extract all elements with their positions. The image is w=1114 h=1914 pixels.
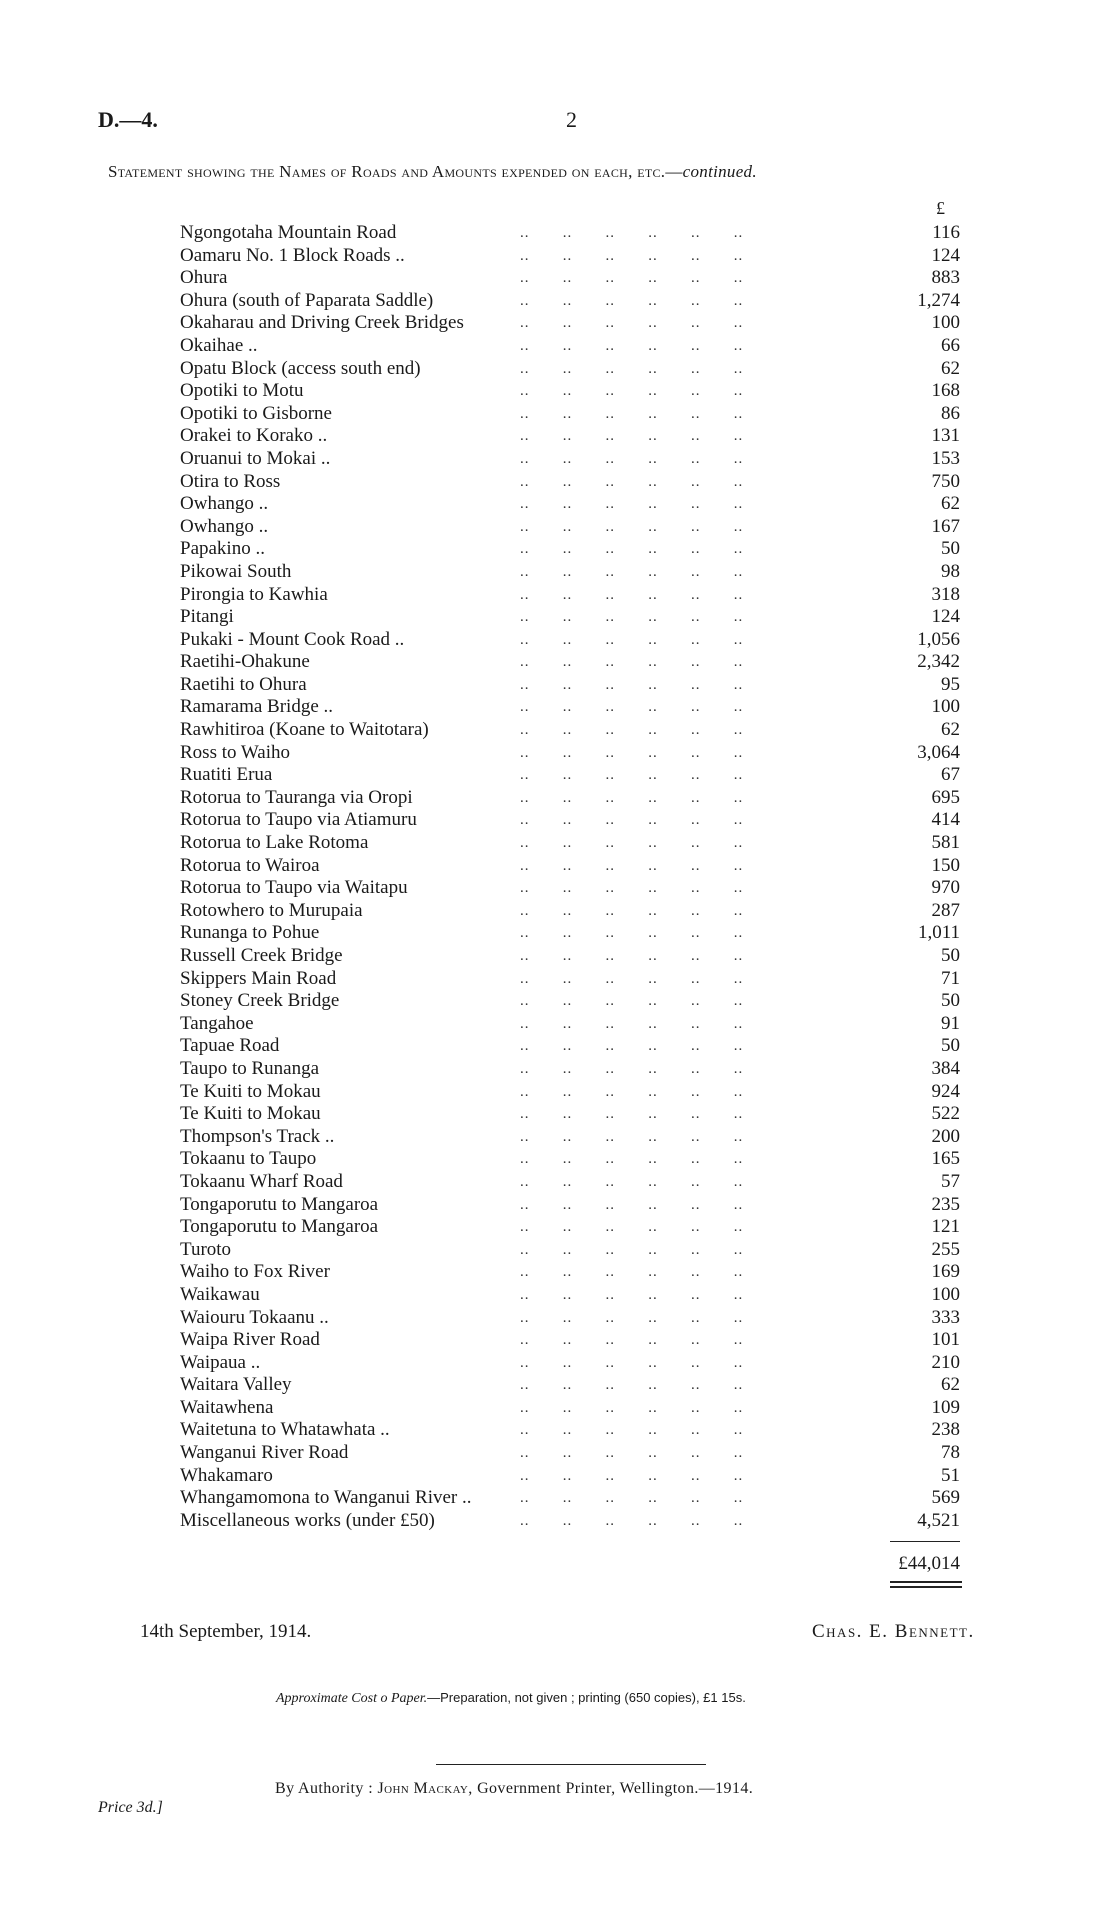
dot-leaders: .. .. .. .. .. .. — [520, 1264, 744, 1281]
road-amount: 167 — [931, 515, 960, 537]
dot-leaders: .. .. .. .. .. .. — [520, 405, 744, 422]
road-amount: 235 — [931, 1193, 960, 1215]
dot-leaders: .. .. .. .. .. .. — [520, 609, 744, 626]
dot-leaders: .. .. .. .. .. .. — [520, 1354, 744, 1371]
road-amount: 50 — [941, 1035, 960, 1057]
road-amount: 581 — [931, 832, 960, 854]
road-amount: 78 — [941, 1442, 960, 1464]
road-name: Pitangi — [180, 606, 234, 628]
table-row — [180, 403, 960, 426]
road-name: Waiho to Fox River — [180, 1261, 330, 1283]
table-row — [180, 1352, 960, 1375]
table-row — [180, 1487, 960, 1510]
road-name: Rotowhero to Murupaia — [180, 899, 363, 921]
imprint-rule — [436, 1764, 706, 1765]
road-amount: 695 — [931, 786, 960, 808]
road-amount: 66 — [941, 334, 960, 356]
dot-leaders: .. .. .. .. .. .. — [520, 993, 744, 1010]
dot-leaders: .. .. .. .. .. .. — [520, 1377, 744, 1394]
road-amount: 165 — [931, 1148, 960, 1170]
road-name: Te Kuiti to Mokau — [180, 1080, 321, 1102]
road-amount: 522 — [931, 1103, 960, 1125]
dot-leaders: .. .. .. .. .. .. — [520, 586, 744, 603]
road-amount: 100 — [931, 1283, 960, 1305]
table-row — [180, 606, 960, 629]
dot-leaders: .. .. .. .. .. .. — [520, 699, 744, 716]
dot-leaders: .. .. .. .. .. .. — [520, 496, 744, 513]
road-name: Tokaanu to Taupo — [180, 1148, 317, 1170]
road-amount: 384 — [931, 1057, 960, 1079]
table-row — [180, 584, 960, 607]
table-row — [180, 1329, 960, 1352]
road-amount: 883 — [931, 267, 960, 289]
dot-leaders: .. .. .. .. .. .. — [520, 835, 744, 852]
road-name: Turoto — [180, 1238, 232, 1260]
table-row — [180, 809, 960, 832]
road-amount: 67 — [941, 764, 960, 786]
road-amount: 51 — [941, 1464, 960, 1486]
road-amount: 62 — [941, 719, 960, 741]
road-name: Waitetuna to Whatawhata .. — [180, 1419, 390, 1441]
statement-heading — [108, 162, 757, 182]
dot-leaders: .. .. .. .. .. .. — [520, 880, 744, 897]
table-row — [180, 358, 960, 381]
dot-leaders: .. .. .. .. .. .. — [520, 1309, 744, 1326]
table-row — [180, 945, 960, 968]
table-row — [180, 1126, 960, 1149]
cost-label: Approximate Cost o Paper. — [276, 1691, 428, 1706]
road-amount: 57 — [941, 1170, 960, 1192]
road-name: Runanga to Pohue — [180, 922, 320, 944]
dot-leaders: .. .. .. .. .. .. — [520, 383, 744, 400]
road-name: Pirongia to Kawhia — [180, 583, 328, 605]
road-amount: 50 — [941, 538, 960, 560]
imprint-prefix: By Authority : — [275, 1780, 374, 1797]
road-amount: 1,274 — [917, 289, 960, 311]
dot-leaders: .. .. .. .. .. .. — [520, 1173, 744, 1190]
table-row — [180, 222, 960, 245]
dot-leaders: .. .. .. .. .. .. — [520, 654, 744, 671]
road-amount: 100 — [931, 696, 960, 718]
road-name: Owhango .. — [180, 515, 269, 537]
road-name: Ohura (south of Paparata Saddle) — [180, 289, 434, 311]
road-name: Waipaua .. — [180, 1351, 261, 1373]
signatory: Chas. E. Bennett. — [812, 1621, 975, 1642]
road-amount: 333 — [931, 1306, 960, 1328]
road-name: Waikawau — [180, 1283, 260, 1305]
road-name: Rotorua to Tauranga via Oropi — [180, 786, 413, 808]
road-name: Thompson's Track .. — [180, 1125, 335, 1147]
table-row — [180, 1081, 960, 1104]
road-name: Opotiki to Motu — [180, 380, 304, 402]
road-name: Raetihi to Ohura — [180, 673, 307, 695]
dot-leaders: .. .. .. .. .. .. — [520, 450, 744, 467]
road-amount: 169 — [931, 1261, 960, 1283]
table-row — [180, 561, 960, 584]
table-row — [180, 1510, 960, 1533]
road-amount: 1,011 — [917, 922, 960, 944]
currency-symbol: £ — [936, 198, 945, 218]
road-amount: 970 — [931, 877, 960, 899]
table-row — [180, 990, 960, 1013]
table-row — [180, 1442, 960, 1465]
page-number: 2 — [566, 107, 577, 132]
dot-leaders: .. .. .. .. .. .. — [520, 1241, 744, 1258]
table-row — [180, 1374, 960, 1397]
road-name: Waitara Valley — [180, 1374, 292, 1396]
dot-leaders: .. .. .. .. .. .. — [520, 1512, 744, 1529]
table-row — [180, 629, 960, 652]
table-row — [180, 1216, 960, 1239]
dot-leaders: .. .. .. .. .. .. — [520, 789, 744, 806]
road-name: Stoney Creek Bridge — [180, 990, 340, 1012]
dot-leaders: .. .. .. .. .. .. — [520, 337, 744, 354]
table-row — [180, 312, 960, 335]
road-name: Taupo to Runanga — [180, 1057, 320, 1079]
road-amount: 50 — [941, 945, 960, 966]
table-row — [180, 696, 960, 719]
table-row — [180, 1194, 960, 1217]
table-row — [180, 425, 960, 448]
road-name: Otira to Ross — [180, 470, 281, 492]
dot-leaders: .. .. .. .. .. .. — [520, 292, 744, 309]
road-amount: 101 — [931, 1329, 960, 1351]
road-amount: 2,342 — [917, 651, 960, 673]
road-name: Whangamomona to Wanganui River .. — [180, 1487, 472, 1509]
road-name: Orakei to Korako .. — [180, 425, 328, 447]
dot-leaders: .. .. .. .. .. .. — [520, 1060, 744, 1077]
table-row — [180, 764, 960, 787]
dot-leaders: .. .. .. .. .. .. — [520, 970, 744, 987]
road-amount: 124 — [931, 244, 960, 266]
road-amount: 109 — [931, 1396, 960, 1418]
road-name: Rotorua to Wairoa — [180, 854, 320, 876]
table-row — [180, 1239, 960, 1262]
road-name: Waiouru Tokaanu .. — [180, 1306, 329, 1328]
dot-leaders: .. .. .. .. .. .. — [520, 1106, 744, 1123]
dot-leaders: .. .. .. .. .. .. — [520, 1286, 744, 1303]
road-name: Whakamaro — [180, 1464, 273, 1486]
road-name: Pukaki - Mount Cook Road .. — [180, 628, 405, 650]
table-row — [180, 900, 960, 923]
road-amount: 98 — [941, 560, 960, 582]
road-amount: 116 — [932, 222, 960, 243]
dot-leaders: .. .. .. .. .. .. — [520, 518, 744, 535]
road-amount: 71 — [941, 967, 960, 989]
table-row — [180, 1307, 960, 1330]
dot-leaders: .. .. .. .. .. .. — [520, 1399, 744, 1416]
road-name: Okaihae .. — [180, 334, 258, 356]
dot-leaders: .. .. .. .. .. .. — [520, 1083, 744, 1100]
total-double-rule — [890, 1581, 962, 1588]
table-row — [180, 448, 960, 471]
road-amount: 62 — [941, 357, 960, 379]
dot-leaders: .. .. .. .. .. .. — [520, 1196, 744, 1213]
table-row — [180, 1171, 960, 1194]
road-amount: 50 — [941, 990, 960, 1012]
dot-leaders: .. .. .. .. .. .. — [520, 1219, 744, 1236]
road-name: Tapuae Road — [180, 1035, 280, 1057]
road-name: Pikowai South — [180, 560, 292, 582]
road-name: Wanganui River Road — [180, 1442, 349, 1464]
road-amount: 414 — [931, 809, 960, 831]
road-name: Papakino .. — [180, 538, 265, 560]
road-amount: 95 — [941, 673, 960, 695]
road-amount: 86 — [941, 402, 960, 424]
cost-note — [276, 1690, 746, 1707]
road-amount: 150 — [931, 854, 960, 876]
dot-leaders: .. .. .. .. .. .. — [520, 676, 744, 693]
table-row — [180, 1261, 960, 1284]
heading-continued: continued. — [682, 162, 757, 181]
dot-leaders: .. .. .. .. .. .. — [520, 1422, 744, 1439]
dot-leaders: .. .. .. .. .. .. — [520, 541, 744, 558]
total-rule — [890, 1541, 960, 1542]
cost-text: —Preparation, not given ; printing (650 copies), £1 15s. — [427, 1690, 746, 1705]
road-amount: 62 — [941, 1374, 960, 1396]
table-row — [180, 968, 960, 991]
road-name: Oamaru No. 1 Block Roads .. — [180, 244, 405, 266]
dot-leaders: .. .. .. .. .. .. — [520, 428, 744, 445]
road-amount: 168 — [931, 380, 960, 402]
table-row — [180, 1148, 960, 1171]
table-row — [180, 538, 960, 561]
table-row — [180, 493, 960, 516]
dot-leaders: .. .. .. .. .. .. — [520, 360, 744, 377]
dot-leaders: .. .. .. .. .. .. — [520, 1332, 744, 1349]
table-row — [180, 877, 960, 900]
road-amount: 62 — [941, 493, 960, 515]
table-row — [180, 832, 960, 855]
roads-table — [180, 222, 960, 1532]
road-name: Rotorua to Taupo via Waitapu — [180, 877, 408, 899]
dot-leaders: .. .. .. .. .. .. — [520, 270, 744, 287]
imprint-suffix: Government Printer, Wellington.—1914. — [477, 1780, 754, 1797]
dot-leaders: .. .. .. .. .. .. — [520, 247, 744, 264]
road-amount: 4,521 — [917, 1509, 960, 1531]
road-name: Ramarama Bridge .. — [180, 696, 334, 718]
dot-leaders: .. .. .. .. .. .. — [520, 1128, 744, 1145]
table-row — [180, 245, 960, 268]
road-name: Okaharau and Driving Creek Bridges — [180, 312, 464, 334]
table-row — [180, 1103, 960, 1126]
road-name: Opatu Block (access south end) — [180, 357, 421, 379]
table-row — [180, 516, 960, 539]
road-name: Waitawhena — [180, 1396, 274, 1418]
road-amount: 924 — [931, 1080, 960, 1102]
road-name: Opotiki to Gisborne — [180, 402, 332, 424]
road-name: Rawhitiroa (Koane to Waitotara) — [180, 719, 429, 741]
table-row — [180, 1284, 960, 1307]
dot-leaders: .. .. .. .. .. .. — [520, 722, 744, 739]
table-row — [180, 922, 960, 945]
dot-leaders: .. .. .. .. .. .. — [520, 902, 744, 919]
dot-leaders: .. .. .. .. .. .. — [520, 631, 744, 648]
dot-leaders: .. .. .. .. .. .. — [520, 225, 744, 241]
road-amount: 569 — [931, 1487, 960, 1509]
road-amount: 100 — [931, 312, 960, 334]
dot-leaders: .. .. .. .. .. .. — [520, 948, 744, 964]
table-row — [180, 1419, 960, 1442]
table-row — [180, 380, 960, 403]
dot-leaders: .. .. .. .. .. .. — [520, 744, 744, 761]
dot-leaders: .. .. .. .. .. .. — [520, 1490, 744, 1507]
road-name: Rotorua to Taupo via Atiamuru — [180, 809, 417, 831]
road-amount: 255 — [931, 1238, 960, 1260]
road-name: Ross to Waiho — [180, 741, 291, 763]
table-row — [180, 1013, 960, 1036]
heading-text: Statement showing the Names of Roads and Amounts expended on each, etc.— — [108, 162, 683, 181]
road-name: Miscellaneous works (under £50) — [180, 1509, 435, 1531]
road-name: Ruatiti Erua — [180, 764, 273, 786]
printer-imprint — [275, 1780, 753, 1798]
road-amount: 121 — [931, 1216, 960, 1238]
dot-leaders: .. .. .. .. .. .. — [520, 1467, 744, 1484]
road-name: Tongaporutu to Mangaroa — [180, 1216, 379, 1238]
road-name: Tokaanu Wharf Road — [180, 1170, 343, 1192]
table-row — [180, 267, 960, 290]
road-amount: 124 — [931, 606, 960, 628]
table-row — [180, 1397, 960, 1420]
dot-leaders: .. .. .. .. .. .. — [520, 1015, 744, 1032]
road-name: Waipa River Road — [180, 1329, 320, 1351]
road-amount: 287 — [931, 899, 960, 921]
dot-leaders: .. .. .. .. .. .. — [520, 1445, 744, 1462]
road-name: Te Kuiti to Mokau — [180, 1103, 321, 1125]
road-name: Ngongotaha Mountain Road — [180, 222, 397, 243]
road-amount: 318 — [931, 583, 960, 605]
road-amount: 131 — [931, 425, 960, 447]
road-amount: 200 — [931, 1125, 960, 1147]
road-name: Ohura — [180, 267, 228, 289]
road-amount: 91 — [941, 1012, 960, 1034]
road-amount: 1,056 — [917, 628, 960, 650]
table-row — [180, 471, 960, 494]
table-row — [180, 674, 960, 697]
table-row — [180, 1035, 960, 1058]
total-amount: £44,014 — [898, 1553, 960, 1574]
table-row — [180, 290, 960, 313]
table-row — [180, 855, 960, 878]
road-name: Raetihi-Ohakune — [180, 651, 310, 673]
dot-leaders: .. .. .. .. .. .. — [520, 473, 744, 490]
road-amount: 750 — [931, 470, 960, 492]
road-name: Rotorua to Lake Rotoma — [180, 832, 369, 854]
table-row — [180, 651, 960, 674]
road-name: Tongaporutu to Mangaroa — [180, 1193, 379, 1215]
road-amount: 210 — [931, 1351, 960, 1373]
road-name: Oruanui to Mokai .. — [180, 447, 331, 469]
table-row — [180, 1465, 960, 1488]
dot-leaders: .. .. .. .. .. .. — [520, 857, 744, 874]
document-code: D.—4. — [98, 107, 158, 132]
table-row — [180, 742, 960, 765]
dot-leaders: .. .. .. .. .. .. — [520, 1151, 744, 1168]
table-row — [180, 719, 960, 742]
road-amount: 238 — [931, 1419, 960, 1441]
dot-leaders: .. .. .. .. .. .. — [520, 1038, 744, 1055]
dot-leaders: .. .. .. .. .. .. — [520, 315, 744, 332]
road-name: Tangahoe — [180, 1012, 254, 1034]
road-name: Russell Creek Bridge — [180, 945, 343, 966]
road-name: Skippers Main Road — [180, 967, 337, 989]
statement-date: 14th September, 1914. — [140, 1621, 312, 1642]
dot-leaders: .. .. .. .. .. .. — [520, 563, 744, 580]
dot-leaders: .. .. .. .. .. .. — [520, 812, 744, 829]
table-row — [180, 1058, 960, 1081]
dot-leaders: .. .. .. .. .. .. — [520, 767, 744, 784]
table-row — [180, 335, 960, 358]
price: Price 3d.] — [98, 1799, 163, 1816]
table-row — [180, 787, 960, 810]
imprint-name: John Mackay, — [377, 1780, 473, 1797]
road-amount: 153 — [931, 447, 960, 469]
road-amount: 3,064 — [917, 741, 960, 763]
dot-leaders: .. .. .. .. .. .. — [520, 925, 744, 942]
road-name: Owhango .. — [180, 493, 269, 515]
